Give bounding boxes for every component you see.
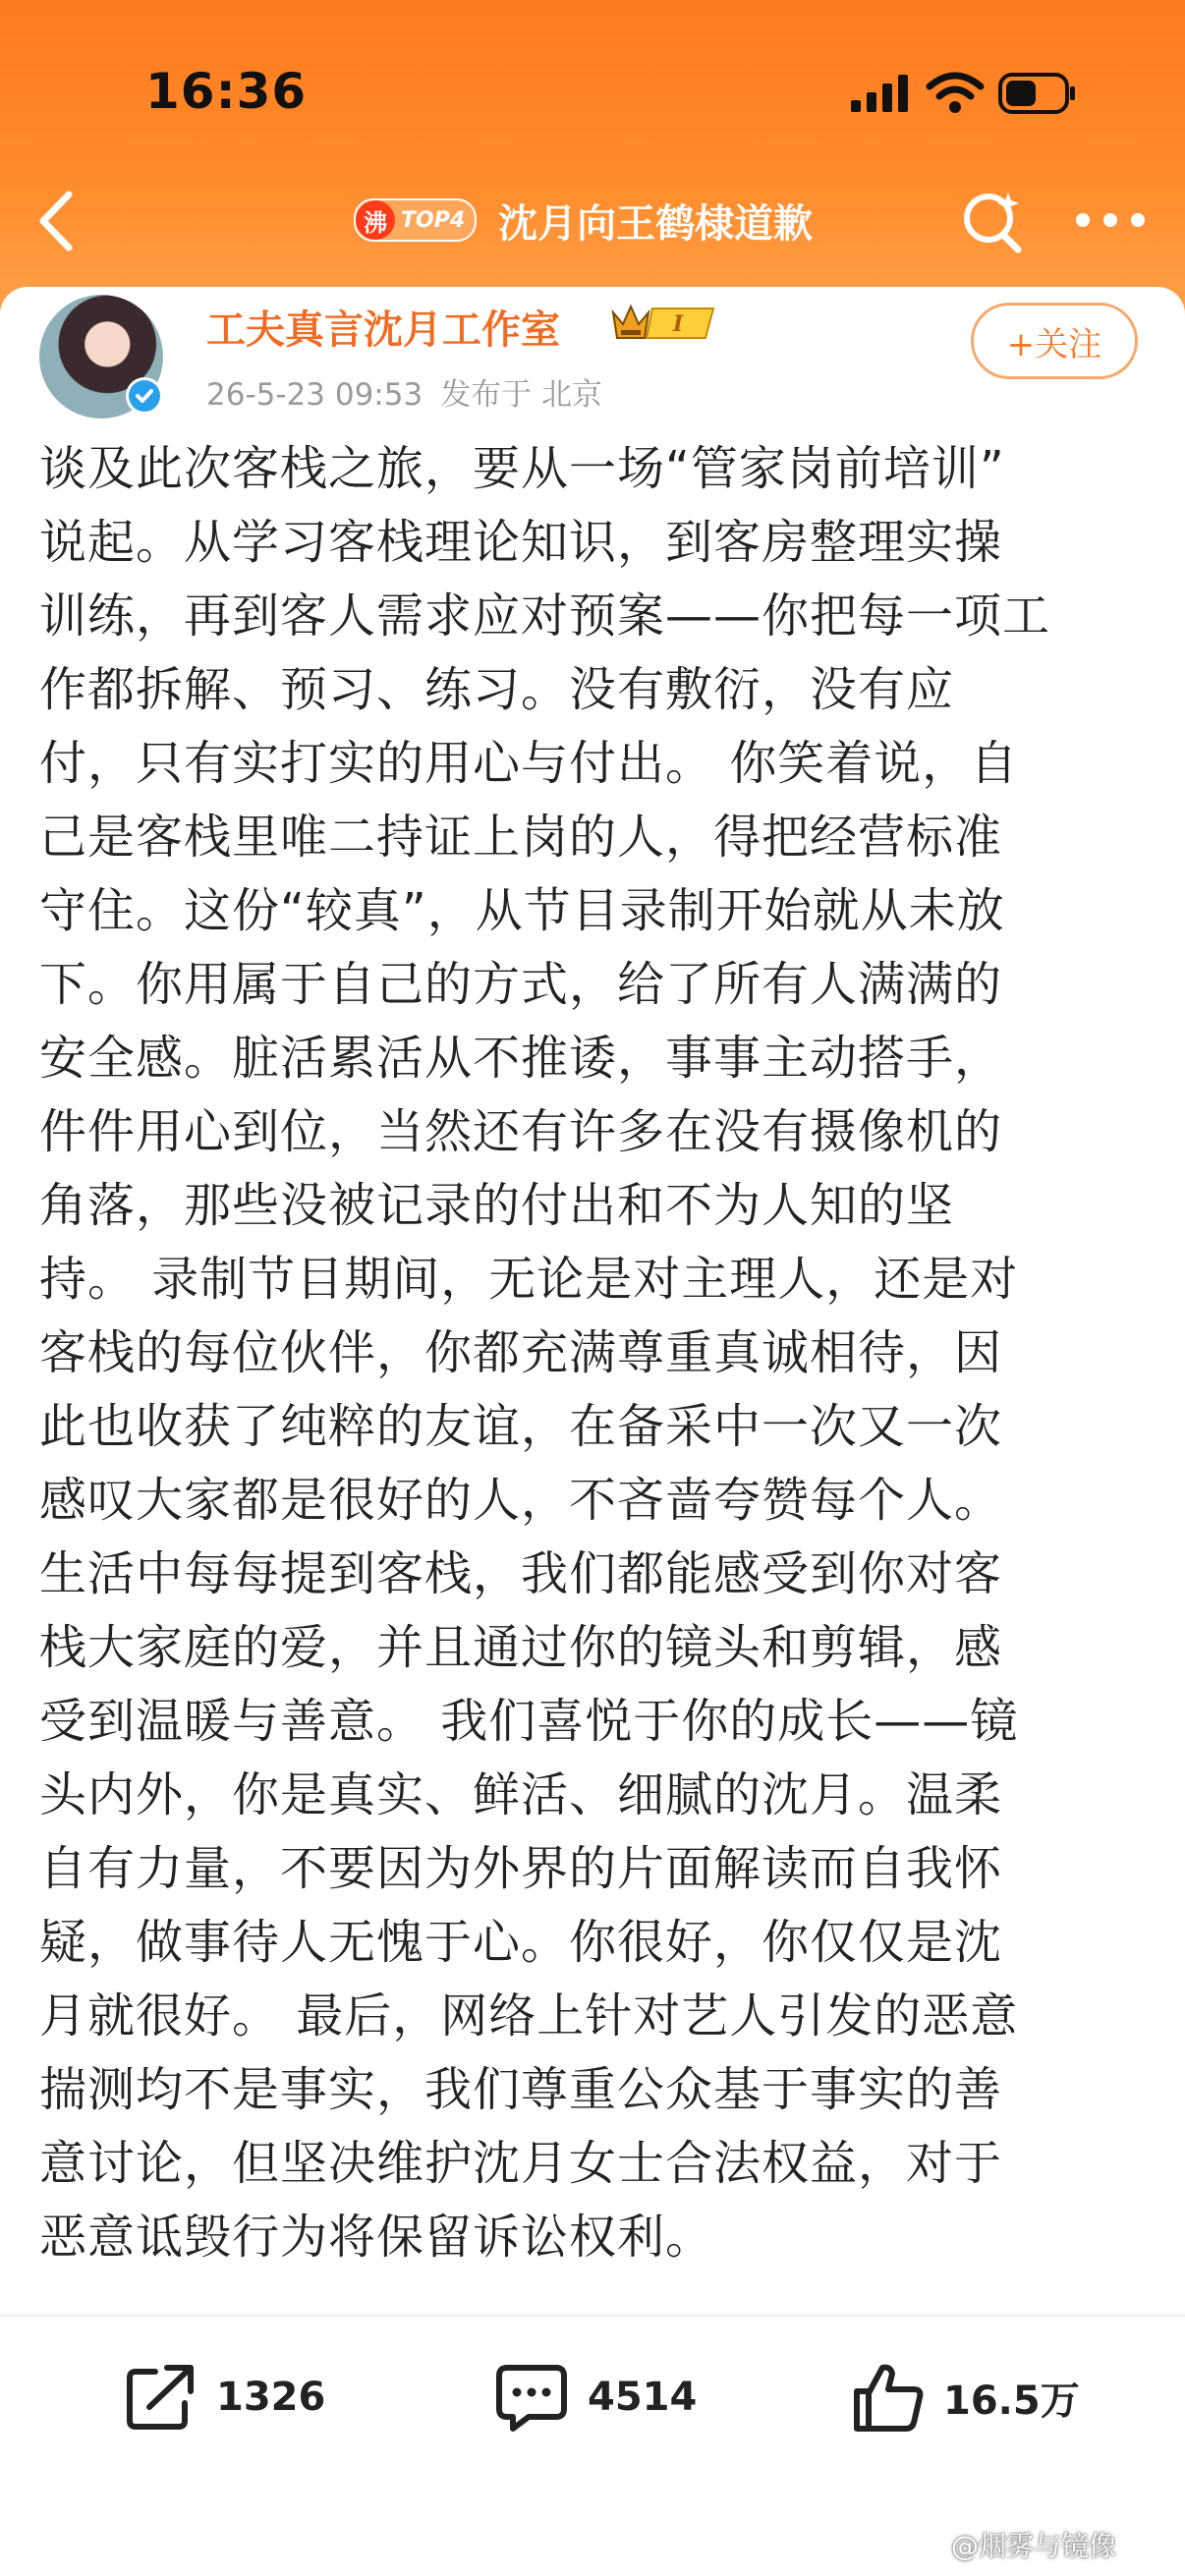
share-count: 1326 bbox=[216, 2375, 326, 2420]
more-options-icon[interactable] bbox=[1071, 193, 1150, 248]
post-body-line: 恶意诋毁行为将保留诉讼权利。 bbox=[39, 2210, 714, 2265]
comment-count: 4514 bbox=[588, 2375, 698, 2420]
header-background bbox=[0, 0, 1185, 324]
post-body-line: 揣测均不是事实，我们尊重公众基于事实的善 bbox=[39, 2062, 1003, 2117]
post-body-line: 训练，再到客人需求应对预案——你把每一项工 bbox=[39, 588, 1051, 644]
post-body-line: 头内外，你是真实、鲜活、细腻的沈月。温柔 bbox=[39, 1767, 1003, 1822]
post-timestamp: 26-5-23 09:53 bbox=[206, 377, 423, 413]
share-button[interactable] bbox=[124, 2348, 325, 2446]
action-bar bbox=[0, 2348, 1185, 2446]
post-body-line: 此也收获了纯粹的友谊，在备采中一次又一次 bbox=[39, 1399, 1003, 1454]
thumbs-up-icon bbox=[851, 2360, 926, 2435]
author-name[interactable]: 工夫真言沈月工作室 bbox=[206, 308, 560, 353]
post-body-line: 月就很好。 最后，网络上针对艺人引发的恶意 bbox=[39, 1988, 1019, 2044]
post-body-line: 受到温暖与善意。 我们喜悦于你的成长——镜 bbox=[39, 1694, 1019, 1749]
back-button[interactable] bbox=[29, 187, 88, 255]
post-body-line: 下。你用属于自己的方式，给了所有人满满的 bbox=[39, 957, 1003, 1012]
like-button[interactable] bbox=[851, 2348, 1080, 2446]
post-meta bbox=[206, 369, 602, 414]
post-body-line: 作都拆解、预习、练习。没有敷衍，没有应 bbox=[39, 662, 955, 717]
post-body-line: 谈及此次客栈之旅，要从一场“管家岗前培训” bbox=[39, 441, 1005, 496]
post-body-line: 持。 录制节目期间，无论是对主理人，还是对 bbox=[39, 1252, 1019, 1307]
post-body-line: 疑，做事待人无愧于心。你很好，你仅仅是沈 bbox=[39, 1915, 1003, 1970]
post-body bbox=[39, 432, 1145, 2274]
post-body-line: 栈大家庭的爱，并且通过你的镜头和剪辑，感 bbox=[39, 1620, 1003, 1675]
share-icon bbox=[124, 2362, 198, 2433]
post-body-line: 件件用心到位，当然还有许多在没有摄像机的 bbox=[39, 1104, 1003, 1159]
hot-topic-title-bar[interactable] bbox=[354, 191, 813, 250]
post-body-line: 自有力量，不要因为外界的片面解读而自我怀 bbox=[39, 1841, 1003, 1896]
follow-button-label: +关注 bbox=[1006, 324, 1102, 364]
cellular-signal-icon bbox=[849, 75, 912, 114]
post-body-line: 守住。这份“较真”，从节目录制开始就从未放 bbox=[39, 883, 1005, 938]
hot-rank-badge bbox=[354, 198, 477, 242]
topic-title: 沈月向王鹤棣道歉 bbox=[498, 200, 814, 247]
post-body-line: 客栈的每位伙伴，你都充满尊重真诚相待，因 bbox=[39, 1325, 1003, 1380]
wifi-icon bbox=[926, 71, 985, 114]
comment-icon bbox=[493, 2362, 570, 2433]
hot-badge-char: 沸 bbox=[356, 200, 395, 240]
watermark: @烟雾与镜像 bbox=[951, 2530, 1117, 2562]
post-body-line: 意讨论，但坚决维护沈月女士合法权益，对于 bbox=[39, 2136, 1003, 2191]
post-body-line: 感叹大家都是很好的人，不吝啬夸赞每个人。 bbox=[39, 1473, 1003, 1528]
level-badge-text: I bbox=[672, 311, 684, 337]
search-icon[interactable] bbox=[959, 187, 1028, 255]
post-body-line: 安全感。脏活累活从不推诿，事事主动搭手， bbox=[39, 1031, 1003, 1086]
crown-level-badge-icon bbox=[611, 301, 719, 344]
comment-button[interactable] bbox=[493, 2348, 697, 2446]
like-count: 16.5万 bbox=[943, 2378, 1080, 2424]
post-body-line: 角落，那些没被记录的付出和不为人知的坚 bbox=[39, 1178, 955, 1233]
post-location: 发布于 北京 bbox=[440, 377, 603, 413]
post-body-line: 己是客栈里唯二持证上岗的人，得把经营标准 bbox=[39, 810, 1003, 865]
post-body-line: 付，只有实打实的用心与付出。 你笑着说，自 bbox=[39, 736, 1019, 791]
battery-icon bbox=[998, 73, 1077, 114]
hot-rank-label: TOP4 bbox=[401, 207, 466, 233]
divider bbox=[0, 2315, 1185, 2317]
post-body-line: 生活中每每提到客栈，我们都能感受到你对客 bbox=[39, 1546, 1003, 1601]
post-body-line: 说起。从学习客栈理论知识，到客房整理实操 bbox=[39, 515, 1003, 570]
status-time: 16:36 bbox=[145, 63, 308, 120]
follow-button[interactable] bbox=[971, 303, 1138, 379]
verified-icon bbox=[126, 377, 163, 415]
